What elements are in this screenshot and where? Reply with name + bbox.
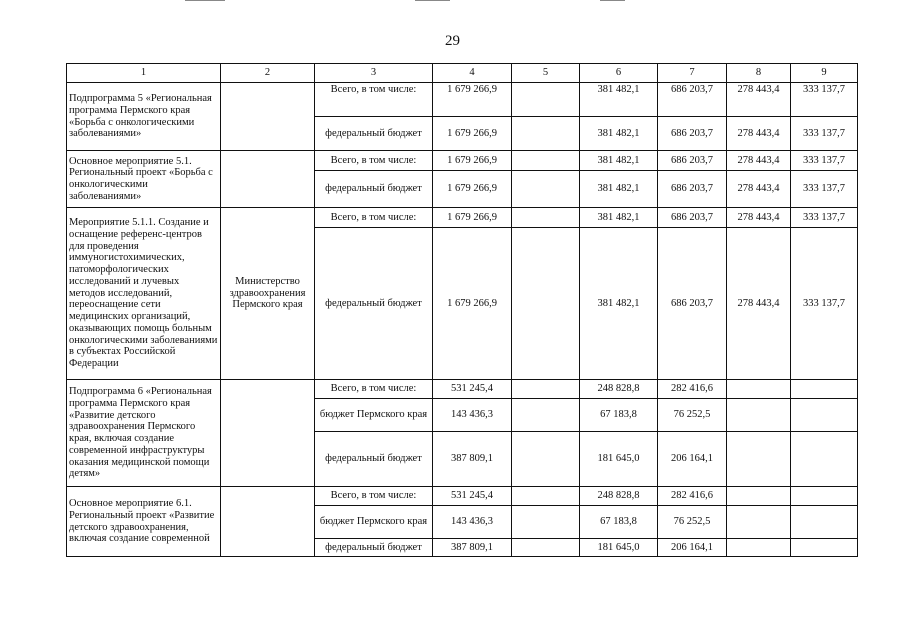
col5-value — [512, 506, 580, 539]
col5-value — [512, 228, 580, 380]
col5-value — [512, 432, 580, 487]
funding-source: Всего, в том числе: — [315, 83, 433, 117]
program-name: Мероприятие 5.1.1. Создание и оснащение референс-центров для проведения иммуногистохимических, патоморфологических исследований и лучевых методов исследований, переоснащение сети медицинских организаций, оказывающих помощь больным онкологическими заболеваниями в субъектах Российской Федерации — [67, 208, 221, 380]
table-row — [67, 151, 858, 171]
col8-value — [727, 399, 791, 432]
col5-value — [512, 487, 580, 506]
col7-value: 686 203,7 — [658, 83, 727, 117]
col8-value: 278 443,4 — [727, 83, 791, 117]
budget-table — [66, 63, 858, 557]
col8-value: 278 443,4 — [727, 228, 791, 380]
col5-value — [512, 380, 580, 399]
col7-value: 686 203,7 — [658, 228, 727, 380]
funding-source: бюджет Пермского края — [315, 506, 433, 539]
col8-value — [727, 539, 791, 557]
col6-value: 381 482,1 — [580, 83, 658, 117]
col9-value: 333 137,7 — [791, 117, 858, 151]
col5-value — [512, 171, 580, 208]
col8-value — [727, 487, 791, 506]
scan-edge-marks — [0, 0, 905, 4]
col9-value: 333 137,7 — [791, 228, 858, 380]
total-value: 1 679 266,9 — [433, 117, 512, 151]
col7-value: 76 252,5 — [658, 399, 727, 432]
funding-source: федеральный бюджет — [315, 228, 433, 380]
column-header: 9 — [791, 64, 858, 83]
funding-source: Всего, в том числе: — [315, 208, 433, 228]
table-row — [67, 83, 858, 117]
total-value: 1 679 266,9 — [433, 228, 512, 380]
total-value: 531 245,4 — [433, 380, 512, 399]
col6-value: 181 645,0 — [580, 539, 658, 557]
executor-cell: Министерство здравоохранения Пермского края — [221, 208, 315, 380]
column-header: 2 — [221, 64, 315, 83]
program-name: Подпрограмма 6 «Региональная программа Пермского края «Развитие детского здравоохранения Пермского края, включая создание современной инфраструктуры оказания медицинской помощи детям» — [67, 380, 221, 487]
col8-value — [727, 506, 791, 539]
col5-value — [512, 151, 580, 171]
col6-value: 67 183,8 — [580, 506, 658, 539]
total-value: 531 245,4 — [433, 487, 512, 506]
executor-cell — [221, 83, 315, 151]
funding-source: Всего, в том числе: — [315, 487, 433, 506]
col9-value — [791, 506, 858, 539]
table-row — [67, 380, 858, 399]
executor-cell — [221, 380, 315, 487]
col8-value: 278 443,4 — [727, 151, 791, 171]
col7-value: 686 203,7 — [658, 117, 727, 151]
col7-value: 206 164,1 — [658, 539, 727, 557]
col5-value — [512, 539, 580, 557]
col7-value: 76 252,5 — [658, 506, 727, 539]
table-row — [67, 487, 858, 506]
funding-source: бюджет Пермского края — [315, 399, 433, 432]
col8-value — [727, 380, 791, 399]
col9-value: 333 137,7 — [791, 171, 858, 208]
total-value: 387 809,1 — [433, 432, 512, 487]
column-header: 5 — [512, 64, 580, 83]
col8-value: 278 443,4 — [727, 171, 791, 208]
col7-value: 686 203,7 — [658, 151, 727, 171]
col5-value — [512, 208, 580, 228]
col9-value: 333 137,7 — [791, 83, 858, 117]
col8-value: 278 443,4 — [727, 117, 791, 151]
total-value: 1 679 266,9 — [433, 151, 512, 171]
program-name: Основное мероприятие 6.1. Региональный проект «Развитие детского здравоохранения, включая создание современной — [67, 487, 221, 557]
col5-value — [512, 117, 580, 151]
col6-value: 381 482,1 — [580, 171, 658, 208]
program-name: Основное мероприятие 5.1. Региональный проект «Борьба с онкологическими заболеваниями» — [67, 151, 221, 208]
total-value: 1 679 266,9 — [433, 171, 512, 208]
funding-source: Всего, в том числе: — [315, 380, 433, 399]
total-value: 1 679 266,9 — [433, 208, 512, 228]
col7-value: 282 416,6 — [658, 487, 727, 506]
col9-value: 333 137,7 — [791, 208, 858, 228]
col7-value: 686 203,7 — [658, 171, 727, 208]
col7-value: 282 416,6 — [658, 380, 727, 399]
col6-value: 248 828,8 — [580, 380, 658, 399]
col9-value — [791, 399, 858, 432]
col6-value: 248 828,8 — [580, 487, 658, 506]
col5-value — [512, 399, 580, 432]
program-name: Подпрограмма 5 «Региональная программа Пермского края «Борьба с онкологическими заболеваниями» — [67, 83, 221, 151]
col6-value: 381 482,1 — [580, 117, 658, 151]
col6-value: 67 183,8 — [580, 399, 658, 432]
total-value: 387 809,1 — [433, 539, 512, 557]
column-header: 7 — [658, 64, 727, 83]
col9-value — [791, 539, 858, 557]
col9-value: 333 137,7 — [791, 151, 858, 171]
executor-cell — [221, 487, 315, 557]
column-header: 4 — [433, 64, 512, 83]
funding-source: федеральный бюджет — [315, 117, 433, 151]
col7-value: 686 203,7 — [658, 208, 727, 228]
column-header: 3 — [315, 64, 433, 83]
total-value: 1 679 266,9 — [433, 83, 512, 117]
col9-value — [791, 432, 858, 487]
col9-value — [791, 487, 858, 506]
col5-value — [512, 83, 580, 117]
total-value: 143 436,3 — [433, 399, 512, 432]
col6-value: 181 645,0 — [580, 432, 658, 487]
table-row — [67, 208, 858, 228]
col9-value — [791, 380, 858, 399]
col8-value: 278 443,4 — [727, 208, 791, 228]
column-header: 1 — [67, 64, 221, 83]
column-header: 6 — [580, 64, 658, 83]
col6-value: 381 482,1 — [580, 228, 658, 380]
funding-source: федеральный бюджет — [315, 432, 433, 487]
column-header: 8 — [727, 64, 791, 83]
page-number: 29 — [445, 33, 460, 49]
funding-source: федеральный бюджет — [315, 171, 433, 208]
funding-source: федеральный бюджет — [315, 539, 433, 557]
funding-source: Всего, в том числе: — [315, 151, 433, 171]
col8-value — [727, 432, 791, 487]
total-value: 143 436,3 — [433, 506, 512, 539]
header-row — [67, 64, 858, 83]
col6-value: 381 482,1 — [580, 151, 658, 171]
col7-value: 206 164,1 — [658, 432, 727, 487]
col6-value: 381 482,1 — [580, 208, 658, 228]
executor-cell — [221, 151, 315, 208]
